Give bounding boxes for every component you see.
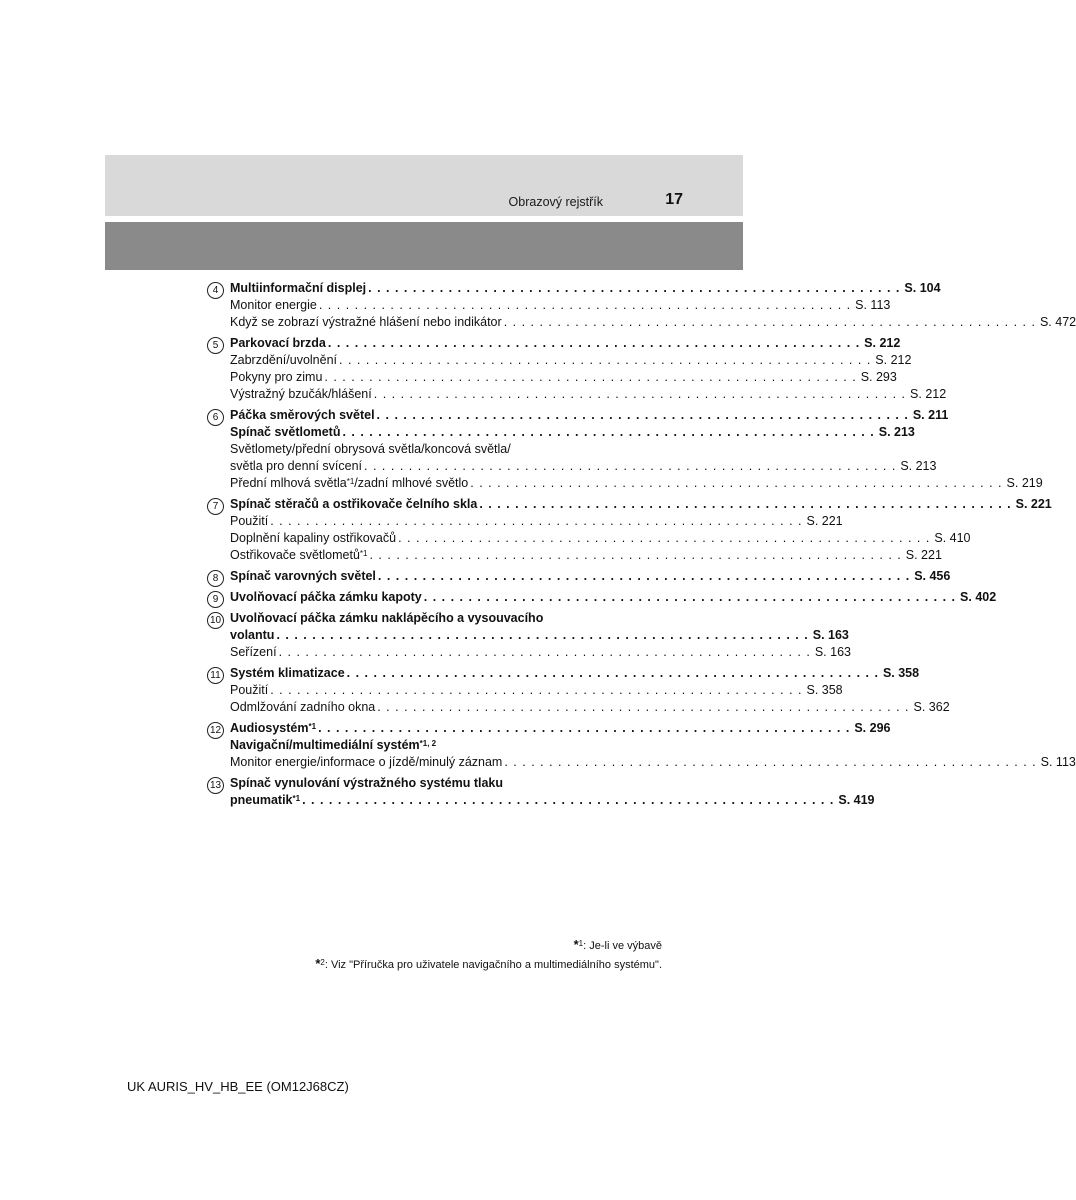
toc-entry[interactable] bbox=[230, 280, 941, 297]
toc-subentry[interactable] bbox=[230, 475, 1043, 492]
footnotes bbox=[315, 936, 662, 974]
dot-leader: . . . . . . . . . . . . . . . . . . . . . . . . . . . . . . . . . . . . . . . . . . . . . . . . . . . . . . . . . . . . bbox=[470, 476, 1003, 490]
entry-label bbox=[230, 682, 268, 699]
dot-leader: . . . . . . . . . . . . . . . . . . . . . . . . . . . . . . . . . . . . . . . . . . . . . . . . . . . . . . . . . . . . bbox=[377, 700, 910, 714]
footnote-number: 1 bbox=[578, 939, 584, 948]
entry-label bbox=[230, 792, 300, 809]
dot-leader: . . . . . . . . . . . . . . . . . . . . . . . . . . . . . . . . . . . . . . . . . . . . . . . . . . . . . . . . . . . . bbox=[369, 548, 902, 562]
page-reference: S. 293 bbox=[860, 370, 897, 384]
toc-entry[interactable] bbox=[230, 775, 639, 792]
entry-label-text: Parkovací brzda bbox=[230, 336, 326, 350]
page-reference: S. 472 bbox=[1039, 315, 1076, 329]
dot-leader: . . . . . . . . . . . . . . . . . . . . . . . . . . . . . . . . . . . . . . . . . . . . . . . . . . . . . . . . . . . . bbox=[339, 353, 872, 367]
page-reference: S. 212 bbox=[864, 336, 901, 350]
entry-label-text: Monitor energie/informace o jízdě/minulý záznam bbox=[230, 755, 503, 769]
page-reference: S. 456 bbox=[914, 569, 951, 583]
item-number-badge: 7 bbox=[207, 498, 224, 515]
entry-label bbox=[230, 754, 502, 771]
toc-subentry[interactable] bbox=[230, 699, 950, 716]
entry-label bbox=[230, 424, 340, 441]
item-number-badge: 6 bbox=[207, 409, 224, 426]
dot-leader: . . . . . . . . . . . . . . . . . . . . . . . . . . . . . . . . . . . . . . . . . . . . . . . . . . . . . . . . . . . . bbox=[342, 425, 875, 439]
page-reference: S. 402 bbox=[960, 590, 997, 604]
dot-leader: . . . . . . . . . . . . . . . . . . . . . . . . . . . . . . . . . . . . . . . . . . . . . . . . . . . . . . . . . . . . bbox=[346, 666, 879, 680]
entry-label bbox=[230, 386, 372, 403]
entry-label bbox=[230, 407, 375, 424]
dot-leader: . . . . . . . . . . . . . . . . . . . . . . . . . . . . . . . . . . . . . . . . . . . . . . . . . . . . . . . . . . . . bbox=[324, 370, 857, 384]
dot-leader: . . . . . . . . . . . . . . . . . . . . . . . . . . . . . . . . . . . . . . . . . . . . . . . . . . . . . . . . . . . . bbox=[278, 645, 811, 659]
page-reference: S. 212 bbox=[875, 353, 912, 367]
entry-label-text: Audiosystém bbox=[230, 721, 309, 735]
item-number-badge: 12 bbox=[207, 722, 224, 739]
entry-label bbox=[230, 530, 396, 547]
toc-subentry[interactable] bbox=[230, 386, 947, 403]
footnote-asterisk: * bbox=[573, 937, 579, 952]
entry-label bbox=[230, 513, 268, 530]
dot-leader: . . . . . . . . . . . . . . . . . . . . . . . . . . . . . . . . . . . . . . . . . . . . . . . . . . . . . . . . . . . . bbox=[318, 298, 852, 312]
toc-entry[interactable] bbox=[230, 496, 1052, 513]
toc-subentry[interactable] bbox=[230, 314, 1076, 331]
toc-entry[interactable] bbox=[230, 610, 639, 627]
toc-entry[interactable] bbox=[230, 737, 639, 754]
entry-label bbox=[230, 699, 375, 716]
page-reference: S. 113 bbox=[1040, 755, 1076, 769]
toc-subentry[interactable] bbox=[230, 644, 851, 661]
entry-label bbox=[230, 496, 477, 513]
toc-entry[interactable] bbox=[230, 407, 949, 424]
entry-label-text: Použití bbox=[230, 683, 269, 697]
entry-label-text: Zabrzdění/uvolnění bbox=[230, 353, 338, 367]
toc-entry[interactable] bbox=[230, 665, 920, 682]
item-number-badge: 8 bbox=[207, 570, 224, 587]
page-reference: S. 221 bbox=[806, 514, 843, 528]
toc-subentry[interactable] bbox=[230, 297, 891, 314]
entry-label bbox=[230, 369, 322, 386]
footnote-asterisk: * bbox=[315, 956, 321, 971]
entry-label-text: Uvolňovací páčka zámku naklápěcího a vysouvacího bbox=[230, 611, 544, 625]
page-reference: S. 104 bbox=[904, 281, 941, 295]
dot-leader: . . . . . . . . . . . . . . . . . . . . . . . . . . . . . . . . . . . . . . . . . . . . . . . . . . . . . . . . . . . . bbox=[504, 755, 1037, 769]
toc-entry[interactable] bbox=[230, 792, 875, 809]
entry-label-text: volantu bbox=[230, 628, 275, 642]
page-reference: S. 410 bbox=[934, 531, 971, 545]
page-reference: S. 213 bbox=[900, 459, 937, 473]
section-title: Obrazový rejstřík bbox=[508, 195, 603, 209]
entry-label bbox=[230, 442, 511, 456]
toc-subentry[interactable] bbox=[230, 352, 912, 369]
page-reference: S. 163 bbox=[814, 645, 851, 659]
toc-subentry[interactable] bbox=[230, 682, 843, 699]
entry-label bbox=[230, 297, 317, 314]
entry-label bbox=[230, 589, 422, 606]
entry-label-text: pneumatik bbox=[230, 793, 293, 807]
entry-label bbox=[230, 335, 326, 352]
toc-group bbox=[207, 610, 851, 661]
dot-leader: . . . . . . . . . . . . . . . . . . . . . . . . . . . . . . . . . . . . . . . . . . . . . . . . . . . . . . . . . . . . bbox=[302, 793, 835, 807]
toc-subentry[interactable] bbox=[230, 513, 843, 530]
toc-entry[interactable] bbox=[230, 720, 891, 737]
dot-leader: . . . . . . . . . . . . . . . . . . . . . . . . . . . . . . . . . . . . . . . . . . . . . . . . . . . . . . . . . . . . bbox=[423, 590, 957, 604]
dot-leader: . . . . . . . . . . . . . . . . . . . . . . . . . . . . . . . . . . . . . . . . . . . . . . . . . . . . . . . . . . . . bbox=[327, 336, 861, 350]
entry-label bbox=[230, 458, 362, 475]
dot-leader: . . . . . . . . . . . . . . . . . . . . . . . . . . . . . . . . . . . . . . . . . . . . . . . . . . . . . . . . . . . . bbox=[377, 569, 911, 583]
page-reference: S. 219 bbox=[1006, 476, 1043, 490]
entry-label bbox=[230, 738, 436, 752]
dot-leader: . . . . . . . . . . . . . . . . . . . . . . . . . . . . . . . . . . . . . . . . . . . . . . . . . . . . . . . . . . . . bbox=[364, 459, 897, 473]
entry-label-text: Uvolňovací páčka zámku kapoty bbox=[230, 590, 422, 604]
page-reference: S. 212 bbox=[910, 387, 947, 401]
footnote-text: : Viz "Příručka pro uživatele navigačního a multimediálního systému". bbox=[324, 959, 662, 971]
toc-subentry[interactable] bbox=[230, 530, 971, 547]
entry-label-text: Multiinformační displej bbox=[230, 281, 367, 295]
entry-label bbox=[230, 547, 367, 564]
dot-leader: . . . . . . . . . . . . . . . . . . . . . . . . . . . . . . . . . . . . . . . . . . . . . . . . . . . . . . . . . . . . bbox=[368, 281, 901, 295]
entry-label bbox=[230, 665, 345, 682]
entry-label bbox=[230, 475, 468, 492]
entry-label bbox=[230, 611, 543, 625]
entry-label bbox=[230, 720, 316, 737]
footnote-marker: *1 bbox=[359, 549, 368, 558]
toc-subentry[interactable] bbox=[230, 754, 1076, 771]
page-reference: S. 358 bbox=[882, 666, 920, 680]
page-reference: S. 221 bbox=[1015, 497, 1052, 511]
toc-group bbox=[207, 407, 1043, 492]
entry-label-text: Spínač varovných světel bbox=[230, 569, 376, 583]
entry-label-text: Když se zobrazí výstražné hlášení nebo indikátor bbox=[230, 315, 502, 329]
item-number-badge: 13 bbox=[207, 777, 224, 794]
document-code: UK AURIS_HV_HB_EE (OM12J68CZ) bbox=[127, 1079, 349, 1094]
toc-group bbox=[207, 589, 997, 606]
entry-label-text: Výstražný bzučák/hlášení bbox=[230, 387, 372, 401]
item-number-badge: 10 bbox=[207, 612, 224, 629]
entry-label-text: Doplnění kapaliny ostřikovačů bbox=[230, 531, 397, 545]
entry-label bbox=[230, 314, 502, 331]
toc-group bbox=[207, 335, 947, 403]
entry-label-suffix: /zadní mlhové světlo bbox=[354, 476, 469, 490]
page-reference: S. 221 bbox=[905, 548, 942, 562]
footnote-text: : Je-li ve výbavě bbox=[583, 940, 662, 952]
toc-group bbox=[207, 496, 1052, 564]
page-reference: S. 419 bbox=[838, 793, 875, 807]
toc-entry[interactable] bbox=[230, 589, 997, 606]
toc-subentry[interactable] bbox=[230, 369, 897, 386]
entry-label-text: Odmlžování zadního okna bbox=[230, 700, 376, 714]
dot-leader: . . . . . . . . . . . . . . . . . . . . . . . . . . . . . . . . . . . . . . . . . . . . . . . . . . . . . . . . . . . . bbox=[376, 408, 909, 422]
toc-subentry[interactable] bbox=[230, 441, 639, 458]
entry-label-text: Spínač stěračů a ostřikovače čelního skla bbox=[230, 497, 478, 511]
dot-leader: . . . . . . . . . . . . . . . . . . . . . . . . . . . . . . . . . . . . . . . . . . . . . . . . . . . . . . . . . . . . bbox=[398, 531, 931, 545]
page-reference: S. 358 bbox=[806, 683, 843, 697]
entry-label bbox=[230, 627, 274, 644]
toc-entry[interactable] bbox=[230, 627, 849, 644]
entry-label-text: Přední mlhová světla bbox=[230, 476, 347, 490]
entry-label-text: Monitor energie bbox=[230, 298, 317, 312]
entry-label bbox=[230, 776, 503, 790]
item-number-badge: 11 bbox=[207, 667, 224, 684]
dot-leader: . . . . . . . . . . . . . . . . . . . . . . . . . . . . . . . . . . . . . . . . . . . . . . . . . . . . . . . . . . . . bbox=[373, 387, 907, 401]
footnote bbox=[315, 936, 662, 955]
item-number-badge: 4 bbox=[207, 282, 224, 299]
toc-group bbox=[207, 775, 875, 809]
dot-leader: . . . . . . . . . . . . . . . . . . . . . . . . . . . . . . . . . . . . . . . . . . . . . . . . . . . . . . . . . . . . bbox=[270, 683, 803, 697]
toc-entry[interactable] bbox=[230, 335, 901, 352]
footnote-marker: *1 bbox=[292, 794, 301, 803]
footnote bbox=[315, 955, 662, 974]
footnote-marker: *1 bbox=[308, 722, 317, 731]
entry-label-text: Systém klimatizace bbox=[230, 666, 345, 680]
header-band bbox=[105, 222, 743, 270]
toc-subentry[interactable] bbox=[230, 547, 942, 564]
entry-label bbox=[230, 352, 337, 369]
entry-label bbox=[230, 280, 366, 297]
dot-leader: . . . . . . . . . . . . . . . . . . . . . . . . . . . . . . . . . . . . . . . . . . . . . . . . . . . . . . . . . . . . bbox=[276, 628, 809, 642]
toc-subentry[interactable] bbox=[230, 458, 937, 475]
page-reference: S. 211 bbox=[912, 408, 949, 422]
toc-list bbox=[207, 280, 1076, 813]
entry-label-text: Páčka směrových světel bbox=[230, 408, 375, 422]
entry-label bbox=[230, 568, 376, 585]
dot-leader: . . . . . . . . . . . . . . . . . . . . . . . . . . . . . . . . . . . . . . . . . . . . . . . . . . . . . . . . . . . . bbox=[270, 514, 803, 528]
page-reference: S. 296 bbox=[854, 721, 891, 735]
page-reference: S. 163 bbox=[812, 628, 849, 642]
toc-group bbox=[207, 665, 950, 716]
dot-leader: . . . . . . . . . . . . . . . . . . . . . . . . . . . . . . . . . . . . . . . . . . . . . . . . . . . . . . . . . . . . bbox=[318, 721, 851, 735]
toc-entry[interactable] bbox=[230, 424, 915, 441]
page-number: 17 bbox=[665, 191, 683, 208]
entry-label-text: světla pro denní svícení bbox=[230, 459, 363, 473]
dot-leader: . . . . . . . . . . . . . . . . . . . . . . . . . . . . . . . . . . . . . . . . . . . . . . . . . . . . . . . . . . . . bbox=[503, 315, 1036, 329]
item-number-badge: 5 bbox=[207, 337, 224, 354]
page-reference: S. 113 bbox=[855, 298, 891, 312]
entry-label-text: Navigační/multimediální systém bbox=[230, 738, 420, 752]
entry-label-text: Seřízení bbox=[230, 645, 277, 659]
toc-group bbox=[207, 720, 1076, 771]
footnote-number: 2 bbox=[320, 958, 325, 967]
entry-label-text: Světlomety/přední obrysová světla/koncová světla/ bbox=[230, 442, 511, 456]
toc-group bbox=[207, 280, 1076, 331]
item-number-badge: 9 bbox=[207, 591, 224, 608]
entry-label bbox=[230, 644, 277, 661]
page-reference: S. 362 bbox=[913, 700, 950, 714]
entry-label-text: Pokyny pro zimu bbox=[230, 370, 323, 384]
entry-label-text: Použití bbox=[230, 514, 269, 528]
dot-leader: . . . . . . . . . . . . . . . . . . . . . . . . . . . . . . . . . . . . . . . . . . . . . . . . . . . . . . . . . . . . bbox=[479, 497, 1012, 511]
footnote-marker: *1, 2 bbox=[419, 739, 437, 748]
page-reference: S. 213 bbox=[878, 425, 915, 439]
toc-group bbox=[207, 568, 951, 585]
footnote-marker: *1 bbox=[346, 477, 355, 486]
entry-label-text: Spínač vynulování výstražného systému tlaku bbox=[230, 776, 504, 790]
toc-entry[interactable] bbox=[230, 568, 951, 585]
entry-label-text: Spínač světlometů bbox=[230, 425, 341, 439]
entry-label-text: Ostřikovače světlometů bbox=[230, 548, 360, 562]
page-header bbox=[105, 155, 743, 216]
